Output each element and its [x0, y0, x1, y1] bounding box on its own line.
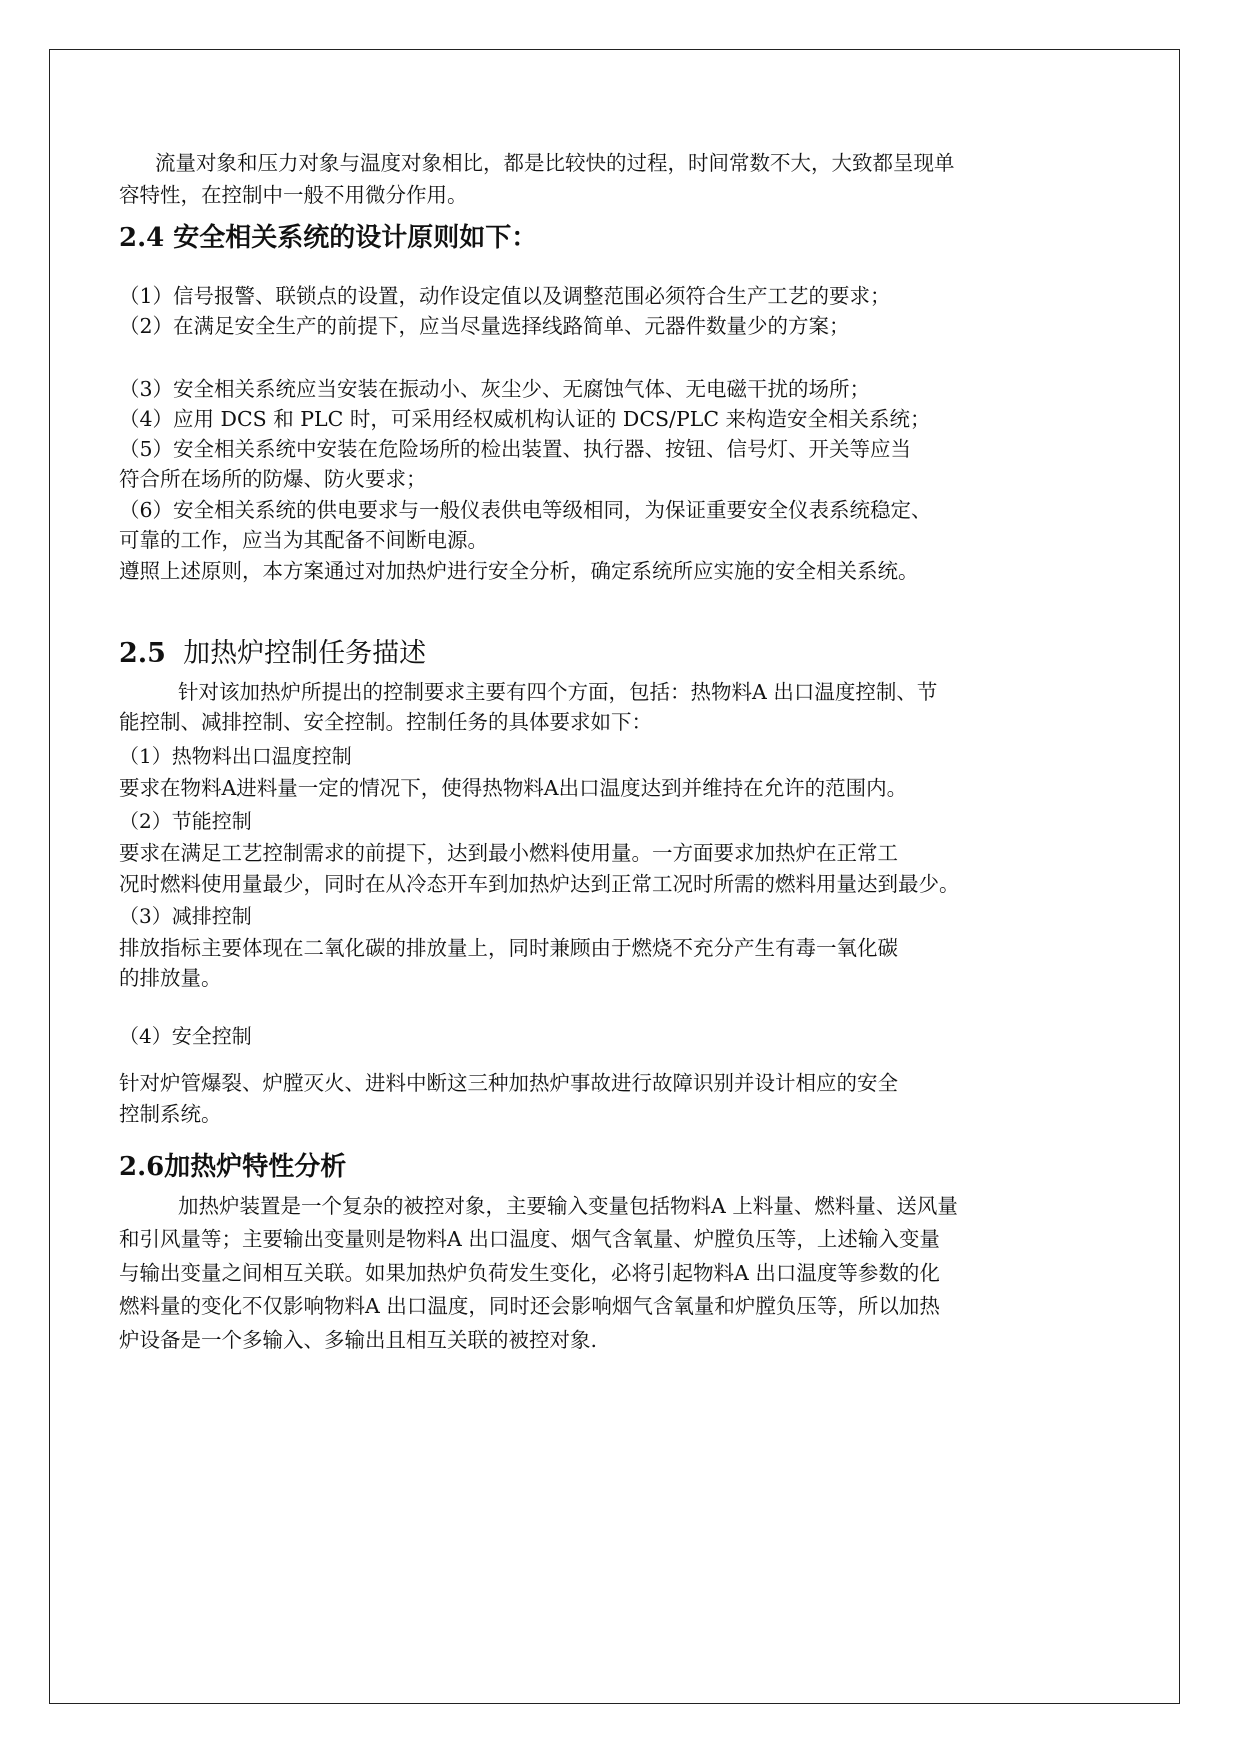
paragraph-line: 和引风量等；主要输出变量则是物料A 出口温度、烟气含氧量、炉膛负压等，上述输入变量	[119, 1227, 940, 1251]
task-title: （2）节能控制	[119, 809, 252, 833]
paragraph-line: 燃料量的变化不仅影响物料A 出口温度，同时还会影响烟气含氧量和炉膛负压等，所以加热	[119, 1294, 940, 1318]
task-title: （4）安全控制	[119, 1024, 252, 1048]
principle-summary: 遵照上述原则，本方案通过对加热炉进行安全分析，确定系统所应实施的安全相关系统。	[119, 559, 919, 583]
principle-item: 可靠的工作，应当为其配备不间断电源。	[119, 528, 488, 552]
task-description: 控制系统。	[119, 1102, 222, 1126]
task-description: 排放指标主要体现在二氧化碳的排放量上，同时兼顾由于燃烧不充分产生有毒一氧化碳	[119, 936, 898, 960]
task-description: 的排放量。	[119, 966, 222, 990]
section-title: 加热炉控制任务描述	[183, 638, 427, 669]
paragraph-line: 针对该加热炉所提出的控制要求主要有四个方面，包括：热物料A 出口温度控制、节	[178, 680, 938, 704]
section-heading-2-4: 2.4 安全相关系统的设计原则如下：	[119, 223, 538, 253]
principle-item: （1）信号报警、联锁点的设置，动作设定值以及调整范围必须符合生产工艺的要求；	[119, 284, 891, 308]
task-title: （1）热物料出口温度控制	[119, 744, 352, 768]
task-description: 况时燃料使用量最少，同时在从冷态开车到加热炉达到正常工况时所需的燃料用量达到最少。	[119, 872, 960, 896]
section-heading-2-6: 2.6加热炉特性分析	[119, 1152, 347, 1182]
section-heading-2-5	[119, 636, 426, 672]
section-number: 2.5	[119, 638, 166, 669]
task-title: （3）减排控制	[119, 904, 252, 928]
task-description: 针对炉管爆裂、炉膛灭火、进料中断这三种加热炉事故进行故障识别并设计相应的安全	[119, 1071, 898, 1095]
principle-item: 符合所在场所的防爆、防火要求；	[119, 467, 427, 491]
paragraph-line: 能控制、减排控制、安全控制。控制任务的具体要求如下：	[119, 710, 652, 734]
task-description: 要求在满足工艺控制需求的前提下，达到最小燃料使用量。一方面要求加热炉在正常工	[119, 841, 898, 865]
paragraph-line: 流量对象和压力对象与温度对象相比，都是比较快的过程，时间常数不大，大致都呈现单	[155, 151, 955, 175]
principle-item: （4）应用 DCS 和 PLC 时，可采用经权威机构认证的 DCS/PLC 来构造安全相关系统；	[119, 407, 931, 431]
paragraph-line: 加热炉装置是一个复杂的被控对象，主要输入变量包括物料A 上料量、燃料量、送风量	[178, 1194, 958, 1218]
principle-item: （3）安全相关系统应当安装在振动小、灰尘少、无腐蚀气体、无电磁干扰的场所；	[119, 377, 871, 401]
paragraph-line: 容特性，在控制中一般不用微分作用。	[119, 183, 468, 207]
principle-item: （2）在满足安全生产的前提下，应当尽量选择线路简单、元器件数量少的方案；	[119, 314, 850, 338]
paragraph-line: 炉设备是一个多输入、多输出且相互关联的被控对象.	[119, 1328, 598, 1352]
paragraph-line: 与输出变量之间相互关联。如果加热炉负荷发生变化，必将引起物料A 出口温度等参数的化	[119, 1261, 940, 1285]
principle-item: （6）安全相关系统的供电要求与一般仪表供电等级相同，为保证重要安全仪表系统稳定、	[119, 498, 932, 522]
task-description: 要求在物料A进料量一定的情况下，使得热物料A出口温度达到并维持在允许的范围内。	[119, 776, 908, 800]
principle-item: （5）安全相关系统中安装在危险场所的检出装置、执行器、按钮、信号灯、开关等应当	[119, 437, 912, 461]
